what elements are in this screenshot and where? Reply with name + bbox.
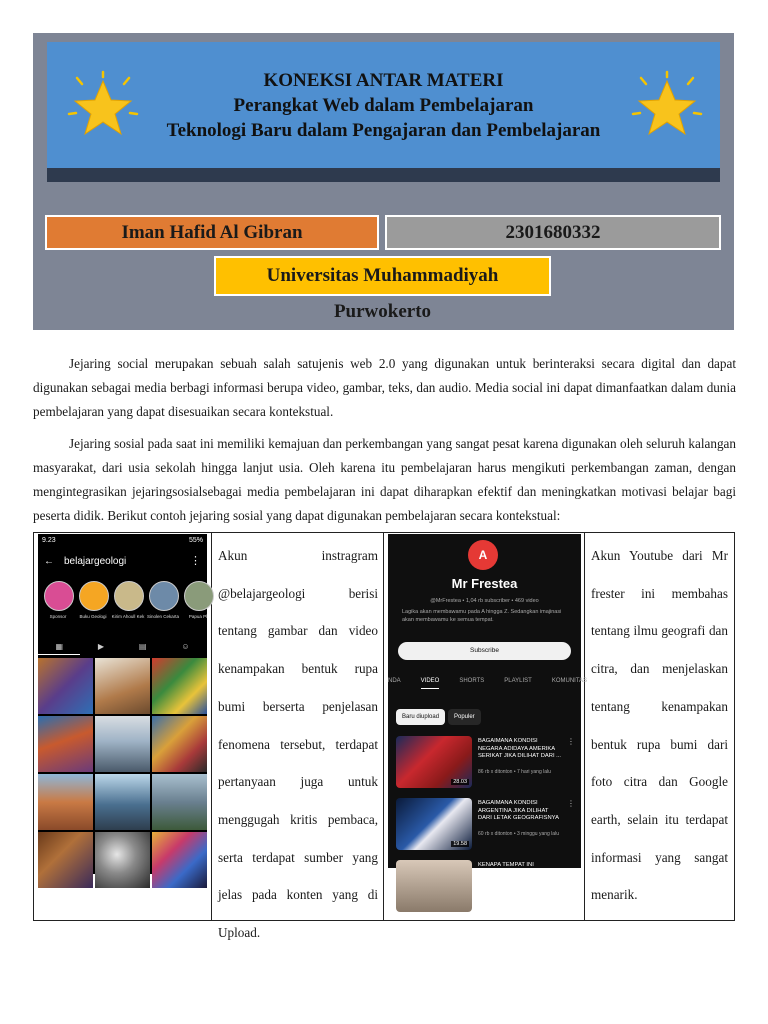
highlight-circle xyxy=(149,581,179,611)
highlight-caption: Papua Pl xyxy=(188,614,208,619)
post-thumbnail xyxy=(152,832,207,888)
instagram-screenshot-cell xyxy=(34,533,212,920)
document-title xyxy=(47,68,720,143)
post-thumbnail xyxy=(95,832,150,888)
channel-meta: @MrFrestea • 1,04 rb subscriber • 469 video xyxy=(430,598,539,604)
youtube-description: Akun Youtube dari Mr frester ini membahas tentang ilmu geografi dan citra, dan menjelaskan tentang kenampakan bentuk rupa bumi dari foto citra dan Google earth, selain itu terdapat informasi yang sangat menarik. xyxy=(591,548,728,903)
paragraph-2 xyxy=(33,432,736,528)
tab-video: VIDEO xyxy=(421,678,440,689)
post-grid xyxy=(38,658,207,888)
title-underline xyxy=(47,168,720,182)
youtube-screenshot-cell xyxy=(384,533,588,920)
highlight-caption: Kirim Ahoull Kek xyxy=(111,614,145,619)
youtube-description-cell xyxy=(585,533,734,920)
tab-shorts: SHORTS xyxy=(459,678,485,684)
channel-description: Lagika akan membawamu pada A hingga Z. Sedangkan imajinasi akan membawamu ke semua tempat. xyxy=(402,609,562,623)
more-options-icon: ⋮ xyxy=(567,799,575,808)
instagram-screenshot xyxy=(38,534,207,874)
highlight-circle xyxy=(79,581,109,611)
chip-popular: Populer xyxy=(448,709,481,725)
guide-icon: ▤ xyxy=(138,641,147,651)
video-title: BAGAIMANA KONDISI ARGENTINA JIKA DILIHAT DARI LETAK GEOGRAFISNYA xyxy=(478,800,559,821)
instagram-description-cell xyxy=(212,533,384,941)
back-arrow-icon: ← xyxy=(44,556,54,567)
post-thumbnail xyxy=(152,716,207,772)
post-thumbnail xyxy=(38,658,93,714)
video-title: KENAPA TEMPAT INI xyxy=(478,862,534,868)
video-duration: 19.58 xyxy=(453,841,467,847)
tab-playlist: PLAYLIST xyxy=(504,678,532,684)
youtube-screenshot xyxy=(388,534,588,868)
title-line-2: Perangkat Web dalam Pembelajaran xyxy=(233,95,534,116)
tagged-icon: ☺ xyxy=(181,641,190,651)
paragraph-2-text: Jejaring sosial pada saat ini memiliki kemajuan dan perkembangan yang sangat pesat karena digunakan oleh seluruh kalangan masyarakat, dari usia sekolah hingga lanjut usia. Oleh karena itu pembelajaran harus mengikuti perkembangan zaman, dengan mengintegrasikan jejaringsosialsebagai media pembelajaran ini dapat diharapkan efektif dan meningkatkan motivasi belajar bagi peserta didik. Berikut contoh jejaring sosial yang dapat digunakan pembelajaran secara kontekstual: xyxy=(33,436,736,523)
instagram-description: Akun instragram @belajargeologi berisi tentang gambar dan video kenampakan bentuk rupa bumi berserta penjelasan fenomena tersebut, terdapat pertanyaan juga untuk menggugah kritis pembaca, serta terdapat sumber yang jelas pada konten yang di Upload. xyxy=(218,548,378,941)
highlight-circle xyxy=(44,581,74,611)
highlight-circle xyxy=(114,581,144,611)
highlight-circle xyxy=(184,581,214,611)
paragraph-1 xyxy=(33,352,736,424)
reels-icon: ▶ xyxy=(97,641,105,651)
paragraph-1-text: Jejaring social merupakan sebuah salah satujenis web 2.0 yang digunakan untuk berinteraksi secara digital dan dapat digunakan sebagai media berbagi informasi berupa video, gambar, teks, dan audio. Media social ini dapat dimanfaatkan dalam dunia pembelajaran yang dapat disesuaikan secara kontekstual. xyxy=(33,356,736,419)
status-battery: 55% xyxy=(188,537,203,544)
phone-status-bar xyxy=(42,537,203,544)
video-thumbnail xyxy=(396,860,472,912)
post-thumbnail xyxy=(95,774,150,830)
header-banner xyxy=(33,33,734,330)
profile-header xyxy=(44,556,126,567)
university-name: Universitas Muhammadiyah Purwokerto xyxy=(214,256,551,296)
status-time: 9.23 xyxy=(42,537,56,544)
profile-username: belajargeologi xyxy=(64,556,127,567)
channel-logo: A xyxy=(468,540,498,570)
channel-name: Mr Frestea xyxy=(451,576,518,591)
more-options-icon: ⋮ xyxy=(567,737,575,746)
post-thumbnail xyxy=(95,658,150,714)
post-thumbnail xyxy=(152,658,207,714)
tab-home: NDA xyxy=(388,678,401,684)
title-band xyxy=(47,42,720,168)
profile-tabs xyxy=(38,638,207,654)
examples-table xyxy=(33,532,735,941)
video-meta: 86 rb x ditonton • 7 hari yang lalu xyxy=(478,769,551,775)
grid-icon: ▦ xyxy=(55,641,63,651)
video-duration: 28.03 xyxy=(453,779,467,785)
subscribe-button: Subscribe xyxy=(398,642,571,660)
post-thumbnail xyxy=(38,832,93,888)
more-options-icon: ⋮ xyxy=(190,555,201,567)
star-icon xyxy=(627,68,707,148)
highlight-caption: Sponsor xyxy=(49,614,67,619)
highlight-caption: Buku Geologi xyxy=(79,614,107,619)
active-tab-indicator xyxy=(38,654,80,655)
title-line-1: KONEKSI ANTAR MATERI xyxy=(263,70,504,91)
student-name: Iman Hafid Al Gibran xyxy=(45,215,379,250)
video-title: BAGAIMANA KONDISI NEGARA ADIDAYA AMERIKA SERIKAT JIKA DILIHAT DARI ... xyxy=(478,738,562,759)
post-thumbnail xyxy=(38,716,93,772)
video-thumbnail xyxy=(396,736,472,788)
tab-community: KOMUNITAS xyxy=(551,678,588,684)
video-meta: 60 rb x ditonton • 3 minggu yang lalu xyxy=(478,831,559,837)
chip-latest: Baru diupload xyxy=(396,709,445,725)
student-id: 2301680332 xyxy=(385,215,721,250)
post-thumbnail xyxy=(95,716,150,772)
post-thumbnail xyxy=(152,774,207,830)
highlight-caption: Sinolen Cekarta xyxy=(146,614,180,619)
channel-tabs xyxy=(388,678,588,689)
post-thumbnail xyxy=(38,774,93,830)
video-thumbnail xyxy=(396,798,472,850)
title-line-3: Teknologi Baru dalam Pengajaran dan Pembelajaran xyxy=(166,120,601,141)
